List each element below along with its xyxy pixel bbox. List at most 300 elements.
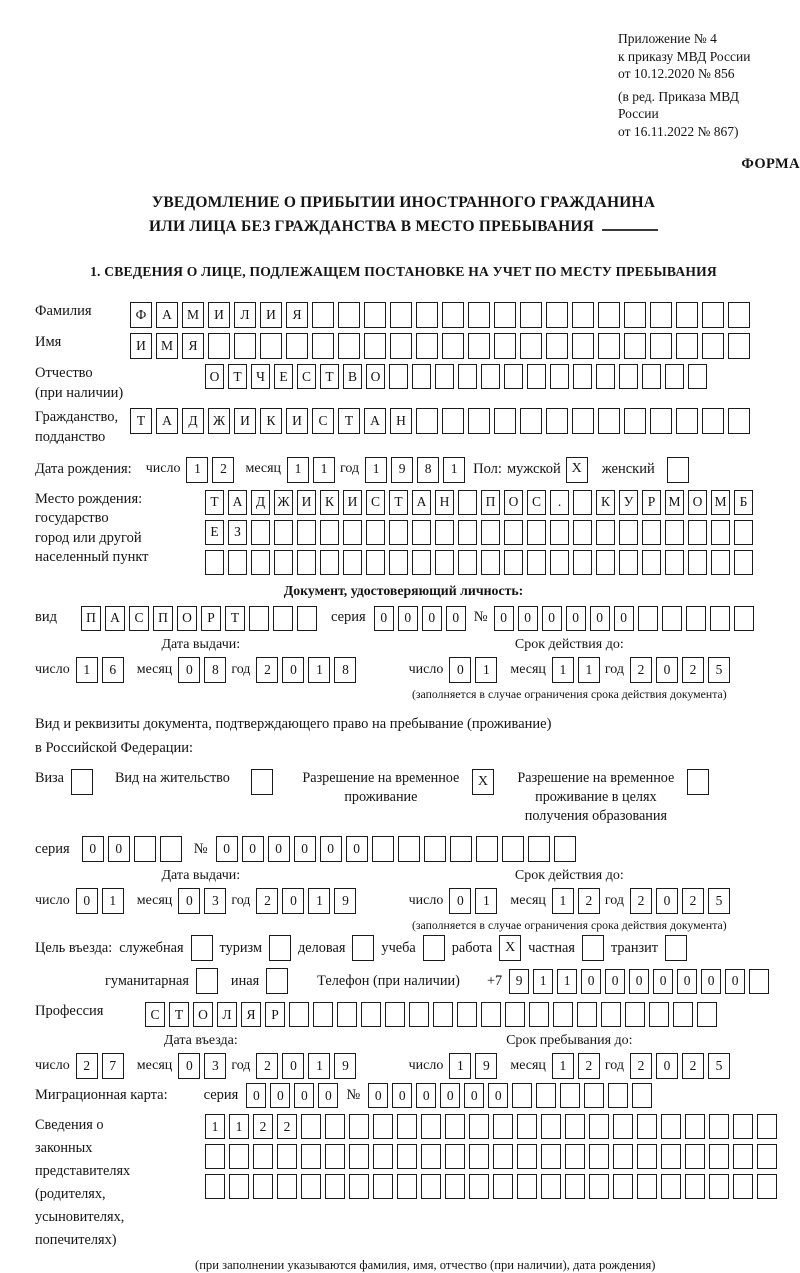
residence-permit-checkbox[interactable] <box>251 769 273 795</box>
char-cell[interactable] <box>435 520 454 545</box>
char-cell[interactable]: А <box>412 490 431 515</box>
char-cell[interactable]: П <box>481 490 500 515</box>
char-cell[interactable] <box>702 408 724 434</box>
char-cell[interactable] <box>596 550 615 575</box>
char-cell[interactable] <box>685 1174 705 1199</box>
char-cell[interactable]: И <box>208 302 230 328</box>
char-cell[interactable]: 1 <box>102 888 124 914</box>
char-cell[interactable]: О <box>205 364 224 389</box>
char-cell[interactable]: 0 <box>392 1083 412 1108</box>
char-cell[interactable]: Ф <box>130 302 152 328</box>
char-cell[interactable] <box>433 1002 453 1027</box>
char-cell[interactable] <box>229 1174 249 1199</box>
char-cell[interactable]: С <box>366 490 385 515</box>
char-cell[interactable] <box>573 364 592 389</box>
char-cell[interactable]: 2 <box>578 888 600 914</box>
char-cell[interactable] <box>373 1114 393 1139</box>
char-cell[interactable] <box>686 606 706 631</box>
char-cell[interactable]: Я <box>182 333 204 359</box>
char-cell[interactable]: 5 <box>708 888 730 914</box>
char-cell[interactable] <box>289 1002 309 1027</box>
char-cell[interactable] <box>673 1002 693 1027</box>
char-cell[interactable]: 0 <box>294 836 316 862</box>
char-cell[interactable] <box>560 1083 580 1108</box>
char-cell[interactable] <box>416 408 438 434</box>
char-cell[interactable] <box>517 1114 537 1139</box>
char-cell[interactable] <box>229 1144 249 1169</box>
char-cell[interactable] <box>554 836 576 862</box>
char-cell[interactable]: Т <box>130 408 152 434</box>
char-cell[interactable]: 0 <box>398 606 418 631</box>
char-cell[interactable] <box>458 550 477 575</box>
char-cell[interactable] <box>688 364 707 389</box>
char-cell[interactable]: Т <box>228 364 247 389</box>
char-cell[interactable] <box>251 520 270 545</box>
char-cell[interactable] <box>637 1174 657 1199</box>
char-cell[interactable] <box>412 520 431 545</box>
char-cell[interactable] <box>160 836 182 862</box>
char-cell[interactable] <box>613 1144 633 1169</box>
char-cell[interactable]: М <box>665 490 684 515</box>
char-cell[interactable]: 1 <box>578 657 600 683</box>
char-cell[interactable] <box>702 302 724 328</box>
char-cell[interactable]: 0 <box>449 657 471 683</box>
char-cell[interactable] <box>325 1114 345 1139</box>
char-cell[interactable] <box>733 1174 753 1199</box>
char-cell[interactable] <box>517 1174 537 1199</box>
char-cell[interactable] <box>234 333 256 359</box>
char-cell[interactable]: Д <box>251 490 270 515</box>
char-cell[interactable] <box>494 408 516 434</box>
char-cell[interactable] <box>343 520 362 545</box>
char-cell[interactable] <box>504 364 523 389</box>
char-cell[interactable] <box>442 408 464 434</box>
char-cell[interactable] <box>709 1114 729 1139</box>
char-cell[interactable] <box>625 1002 645 1027</box>
char-cell[interactable]: 1 <box>186 457 208 483</box>
char-cell[interactable]: 0 <box>346 836 368 862</box>
char-cell[interactable] <box>338 333 360 359</box>
char-cell[interactable] <box>205 550 224 575</box>
char-cell[interactable]: 0 <box>677 969 697 994</box>
char-cell[interactable] <box>661 1144 681 1169</box>
purpose-delovaya-checkbox[interactable] <box>352 935 374 961</box>
char-cell[interactable] <box>528 836 550 862</box>
char-cell[interactable] <box>390 333 412 359</box>
char-cell[interactable]: Ч <box>251 364 270 389</box>
char-cell[interactable] <box>527 364 546 389</box>
char-cell[interactable]: 2 <box>212 457 234 483</box>
char-cell[interactable] <box>572 333 594 359</box>
char-cell[interactable]: 0 <box>701 969 721 994</box>
char-cell[interactable] <box>619 364 638 389</box>
char-cell[interactable] <box>421 1174 441 1199</box>
char-cell[interactable] <box>493 1174 513 1199</box>
char-cell[interactable] <box>529 1002 549 1027</box>
char-cell[interactable] <box>398 836 420 862</box>
char-cell[interactable] <box>297 550 316 575</box>
char-cell[interactable] <box>650 333 672 359</box>
char-cell[interactable]: И <box>234 408 256 434</box>
char-cell[interactable]: П <box>81 606 101 631</box>
char-cell[interactable] <box>688 520 707 545</box>
char-cell[interactable] <box>274 520 293 545</box>
purpose-chastnaya-checkbox[interactable] <box>582 935 604 961</box>
char-cell[interactable] <box>642 364 661 389</box>
char-cell[interactable] <box>457 1002 477 1027</box>
char-cell[interactable]: Е <box>274 364 293 389</box>
char-cell[interactable] <box>338 302 360 328</box>
char-cell[interactable] <box>468 302 490 328</box>
char-cell[interactable]: 6 <box>102 657 124 683</box>
char-cell[interactable] <box>608 1083 628 1108</box>
char-cell[interactable] <box>208 333 230 359</box>
char-cell[interactable] <box>550 550 569 575</box>
char-cell[interactable]: 2 <box>630 1053 652 1079</box>
char-cell[interactable]: К <box>320 490 339 515</box>
char-cell[interactable]: З <box>228 520 247 545</box>
purpose-tranzit-checkbox[interactable] <box>665 935 687 961</box>
char-cell[interactable]: 2 <box>256 888 278 914</box>
char-cell[interactable]: Р <box>201 606 221 631</box>
char-cell[interactable]: Т <box>169 1002 189 1027</box>
char-cell[interactable] <box>337 1002 357 1027</box>
char-cell[interactable] <box>260 333 282 359</box>
edu-permit-checkbox[interactable] <box>687 769 709 795</box>
char-cell[interactable]: 1 <box>308 888 330 914</box>
char-cell[interactable] <box>312 333 334 359</box>
char-cell[interactable] <box>637 1114 657 1139</box>
char-cell[interactable]: Т <box>320 364 339 389</box>
char-cell[interactable] <box>458 490 477 515</box>
char-cell[interactable]: И <box>297 490 316 515</box>
char-cell[interactable] <box>546 333 568 359</box>
char-cell[interactable] <box>364 333 386 359</box>
char-cell[interactable]: Т <box>205 490 224 515</box>
char-cell[interactable] <box>650 302 672 328</box>
char-cell[interactable] <box>469 1174 489 1199</box>
char-cell[interactable] <box>320 550 339 575</box>
char-cell[interactable] <box>624 333 646 359</box>
char-cell[interactable] <box>274 550 293 575</box>
char-cell[interactable] <box>613 1114 633 1139</box>
char-cell[interactable] <box>661 1174 681 1199</box>
char-cell[interactable] <box>445 1174 465 1199</box>
char-cell[interactable] <box>536 1083 556 1108</box>
char-cell[interactable] <box>442 333 464 359</box>
char-cell[interactable] <box>733 1114 753 1139</box>
purpose-inaya-checkbox[interactable] <box>266 968 288 994</box>
char-cell[interactable] <box>598 408 620 434</box>
char-cell[interactable]: Ж <box>274 490 293 515</box>
char-cell[interactable]: 1 <box>475 657 497 683</box>
char-cell[interactable]: 2 <box>76 1053 98 1079</box>
gender-female-checkbox[interactable] <box>667 457 689 483</box>
purpose-gumanitarnaya-checkbox[interactable] <box>196 968 218 994</box>
char-cell[interactable]: 0 <box>270 1083 290 1108</box>
char-cell[interactable] <box>619 520 638 545</box>
char-cell[interactable] <box>205 1174 225 1199</box>
char-cell[interactable] <box>504 520 523 545</box>
char-cell[interactable] <box>553 1002 573 1027</box>
char-cell[interactable] <box>650 408 672 434</box>
char-cell[interactable]: Д <box>182 408 204 434</box>
char-cell[interactable] <box>421 1114 441 1139</box>
char-cell[interactable] <box>458 364 477 389</box>
char-cell[interactable]: 1 <box>76 657 98 683</box>
char-cell[interactable] <box>527 520 546 545</box>
char-cell[interactable] <box>253 1174 273 1199</box>
char-cell[interactable] <box>442 302 464 328</box>
char-cell[interactable]: 0 <box>464 1083 484 1108</box>
char-cell[interactable]: 0 <box>246 1083 266 1108</box>
char-cell[interactable]: 0 <box>542 606 562 631</box>
char-cell[interactable]: 0 <box>374 606 394 631</box>
char-cell[interactable]: 1 <box>308 1053 330 1079</box>
char-cell[interactable] <box>397 1114 417 1139</box>
char-cell[interactable] <box>589 1144 609 1169</box>
char-cell[interactable]: Н <box>390 408 412 434</box>
char-cell[interactable] <box>373 1174 393 1199</box>
char-cell[interactable]: К <box>260 408 282 434</box>
char-cell[interactable] <box>424 836 446 862</box>
char-cell[interactable] <box>728 333 750 359</box>
char-cell[interactable] <box>662 606 682 631</box>
char-cell[interactable]: 0 <box>416 1083 436 1108</box>
char-cell[interactable]: Р <box>642 490 661 515</box>
char-cell[interactable] <box>589 1174 609 1199</box>
char-cell[interactable]: Я <box>241 1002 261 1027</box>
char-cell[interactable]: 0 <box>178 888 200 914</box>
char-cell[interactable]: 1 <box>475 888 497 914</box>
char-cell[interactable] <box>632 1083 652 1108</box>
char-cell[interactable]: Л <box>217 1002 237 1027</box>
char-cell[interactable] <box>624 302 646 328</box>
char-cell[interactable]: 0 <box>656 888 678 914</box>
char-cell[interactable] <box>361 1002 381 1027</box>
char-cell[interactable] <box>445 1114 465 1139</box>
char-cell[interactable] <box>642 550 661 575</box>
char-cell[interactable] <box>301 1174 321 1199</box>
char-cell[interactable]: 0 <box>725 969 745 994</box>
char-cell[interactable]: 3 <box>204 1053 226 1079</box>
char-cell[interactable] <box>649 1002 669 1027</box>
char-cell[interactable] <box>711 520 730 545</box>
char-cell[interactable]: 0 <box>446 606 466 631</box>
char-cell[interactable] <box>676 333 698 359</box>
char-cell[interactable] <box>550 520 569 545</box>
char-cell[interactable] <box>412 364 431 389</box>
char-cell[interactable]: Т <box>389 490 408 515</box>
char-cell[interactable]: 2 <box>253 1114 273 1139</box>
char-cell[interactable] <box>749 969 769 994</box>
char-cell[interactable]: И <box>343 490 362 515</box>
char-cell[interactable]: 0 <box>614 606 634 631</box>
char-cell[interactable] <box>325 1144 345 1169</box>
char-cell[interactable]: 0 <box>216 836 238 862</box>
char-cell[interactable] <box>481 550 500 575</box>
char-cell[interactable] <box>637 1144 657 1169</box>
char-cell[interactable]: 0 <box>653 969 673 994</box>
char-cell[interactable]: 0 <box>440 1083 460 1108</box>
char-cell[interactable] <box>550 364 569 389</box>
char-cell[interactable]: 1 <box>313 457 335 483</box>
gender-male-checkbox[interactable]: X <box>566 457 588 483</box>
char-cell[interactable] <box>397 1174 417 1199</box>
char-cell[interactable] <box>733 1144 753 1169</box>
char-cell[interactable] <box>312 302 334 328</box>
char-cell[interactable]: 0 <box>242 836 264 862</box>
char-cell[interactable]: О <box>177 606 197 631</box>
char-cell[interactable]: 0 <box>566 606 586 631</box>
char-cell[interactable] <box>665 364 684 389</box>
char-cell[interactable] <box>494 302 516 328</box>
char-cell[interactable]: Е <box>205 520 224 545</box>
char-cell[interactable]: О <box>366 364 385 389</box>
char-cell[interactable]: В <box>343 364 362 389</box>
char-cell[interactable] <box>409 1002 429 1027</box>
char-cell[interactable] <box>301 1114 321 1139</box>
char-cell[interactable]: 2 <box>682 657 704 683</box>
char-cell[interactable] <box>373 1144 393 1169</box>
char-cell[interactable] <box>596 364 615 389</box>
char-cell[interactable]: 0 <box>76 888 98 914</box>
char-cell[interactable] <box>589 1114 609 1139</box>
char-cell[interactable] <box>688 550 707 575</box>
char-cell[interactable] <box>502 836 524 862</box>
char-cell[interactable] <box>638 606 658 631</box>
char-cell[interactable] <box>565 1144 585 1169</box>
char-cell[interactable]: 0 <box>282 1053 304 1079</box>
char-cell[interactable] <box>541 1174 561 1199</box>
char-cell[interactable]: А <box>156 408 178 434</box>
char-cell[interactable]: 0 <box>518 606 538 631</box>
char-cell[interactable] <box>494 333 516 359</box>
char-cell[interactable] <box>412 550 431 575</box>
char-cell[interactable] <box>385 1002 405 1027</box>
char-cell[interactable]: 1 <box>205 1114 225 1139</box>
char-cell[interactable] <box>366 550 385 575</box>
char-cell[interactable] <box>320 520 339 545</box>
char-cell[interactable]: 3 <box>204 888 226 914</box>
char-cell[interactable] <box>584 1083 604 1108</box>
char-cell[interactable]: И <box>260 302 282 328</box>
char-cell[interactable] <box>469 1114 489 1139</box>
visa-checkbox[interactable] <box>71 769 93 795</box>
char-cell[interactable] <box>757 1144 777 1169</box>
char-cell[interactable]: 1 <box>552 1053 574 1079</box>
char-cell[interactable]: 1 <box>229 1114 249 1139</box>
char-cell[interactable]: 1 <box>308 657 330 683</box>
char-cell[interactable] <box>710 606 730 631</box>
char-cell[interactable]: 0 <box>656 657 678 683</box>
char-cell[interactable] <box>709 1144 729 1169</box>
char-cell[interactable]: С <box>527 490 546 515</box>
char-cell[interactable] <box>297 520 316 545</box>
char-cell[interactable] <box>734 550 753 575</box>
char-cell[interactable] <box>573 550 592 575</box>
char-cell[interactable] <box>349 1144 369 1169</box>
char-cell[interactable]: 0 <box>178 657 200 683</box>
char-cell[interactable]: 9 <box>334 888 356 914</box>
char-cell[interactable]: Р <box>265 1002 285 1027</box>
char-cell[interactable]: О <box>688 490 707 515</box>
char-cell[interactable]: А <box>105 606 125 631</box>
char-cell[interactable]: К <box>596 490 615 515</box>
char-cell[interactable] <box>389 550 408 575</box>
char-cell[interactable]: 1 <box>287 457 309 483</box>
char-cell[interactable] <box>624 408 646 434</box>
char-cell[interactable]: 1 <box>557 969 577 994</box>
char-cell[interactable] <box>249 606 269 631</box>
char-cell[interactable]: 9 <box>509 969 529 994</box>
char-cell[interactable]: 0 <box>108 836 130 862</box>
char-cell[interactable] <box>435 364 454 389</box>
purpose-turizm-checkbox[interactable] <box>269 935 291 961</box>
char-cell[interactable]: М <box>156 333 178 359</box>
char-cell[interactable]: 2 <box>277 1114 297 1139</box>
purpose-rabota-checkbox[interactable]: X <box>499 935 521 961</box>
char-cell[interactable] <box>546 302 568 328</box>
char-cell[interactable] <box>520 302 542 328</box>
char-cell[interactable] <box>728 302 750 328</box>
char-cell[interactable] <box>349 1174 369 1199</box>
char-cell[interactable]: О <box>193 1002 213 1027</box>
char-cell[interactable] <box>493 1114 513 1139</box>
char-cell[interactable] <box>573 520 592 545</box>
char-cell[interactable] <box>301 1144 321 1169</box>
char-cell[interactable]: Ж <box>208 408 230 434</box>
char-cell[interactable] <box>476 836 498 862</box>
char-cell[interactable]: Н <box>435 490 454 515</box>
char-cell[interactable]: И <box>130 333 152 359</box>
char-cell[interactable]: С <box>297 364 316 389</box>
char-cell[interactable] <box>481 1002 501 1027</box>
char-cell[interactable] <box>277 1174 297 1199</box>
char-cell[interactable] <box>565 1114 585 1139</box>
char-cell[interactable]: 1 <box>443 457 465 483</box>
char-cell[interactable]: 8 <box>334 657 356 683</box>
char-cell[interactable]: И <box>286 408 308 434</box>
char-cell[interactable]: Т <box>338 408 360 434</box>
char-cell[interactable]: А <box>156 302 178 328</box>
char-cell[interactable]: 0 <box>488 1083 508 1108</box>
char-cell[interactable] <box>458 520 477 545</box>
char-cell[interactable]: 0 <box>268 836 290 862</box>
char-cell[interactable]: 1 <box>449 1053 471 1079</box>
char-cell[interactable] <box>757 1114 777 1139</box>
char-cell[interactable]: С <box>145 1002 165 1027</box>
char-cell[interactable] <box>469 1144 489 1169</box>
char-cell[interactable] <box>709 1174 729 1199</box>
char-cell[interactable] <box>228 550 247 575</box>
purpose-sluzhebnaya-checkbox[interactable] <box>191 935 213 961</box>
char-cell[interactable] <box>598 333 620 359</box>
char-cell[interactable]: 0 <box>282 888 304 914</box>
char-cell[interactable] <box>389 520 408 545</box>
char-cell[interactable] <box>512 1083 532 1108</box>
char-cell[interactable]: 8 <box>204 657 226 683</box>
char-cell[interactable]: 2 <box>682 1053 704 1079</box>
char-cell[interactable]: 0 <box>320 836 342 862</box>
char-cell[interactable]: 0 <box>368 1083 388 1108</box>
char-cell[interactable] <box>546 408 568 434</box>
char-cell[interactable]: С <box>312 408 334 434</box>
char-cell[interactable] <box>505 1002 525 1027</box>
char-cell[interactable] <box>364 302 386 328</box>
char-cell[interactable]: 2 <box>256 657 278 683</box>
char-cell[interactable]: 2 <box>578 1053 600 1079</box>
